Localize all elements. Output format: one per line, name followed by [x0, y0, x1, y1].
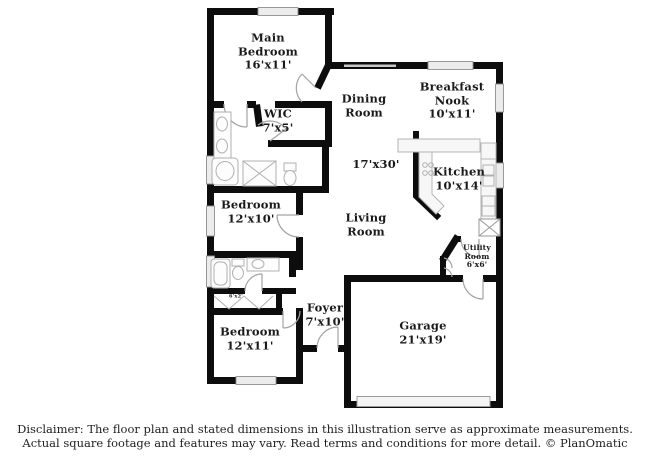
window-main-bedroom	[258, 8, 298, 16]
toilet-tank-bath1	[284, 163, 296, 171]
wic-name: WIC	[263, 106, 293, 121]
label-dining-room	[334, 92, 394, 119]
closet-dims: 6'x2'	[228, 293, 243, 300]
window-kitchen	[496, 163, 504, 188]
label-breakfast-nook	[416, 81, 488, 122]
label-wic	[248, 107, 308, 134]
wall-main-bedroom-corner-diagonal	[319, 66, 328, 85]
garage-name: Garage	[399, 318, 447, 333]
main-bedroom-dims: 16'x11'	[244, 57, 292, 72]
sink-bath1-a	[217, 117, 228, 131]
garage-door	[357, 397, 490, 407]
wall-bath2-east	[289, 251, 296, 277]
dining-room-name: Dining Room	[341, 91, 387, 119]
wall-closet-north	[262, 288, 296, 294]
bathtub-basin-bath1	[216, 162, 234, 181]
label-garage	[382, 319, 464, 346]
toilet-bowl-bath2	[233, 267, 244, 280]
kitchen-dims: 10'x14'	[435, 178, 483, 192]
window-breakfast-nook-top	[428, 62, 473, 70]
wall-utility-left	[440, 256, 446, 277]
wall-wic-bottom	[268, 140, 332, 147]
sink-bath1-b	[217, 139, 228, 153]
counter-top-band	[398, 139, 480, 152]
living-room-name: Living Room	[345, 210, 387, 238]
door-main-bedroom	[296, 74, 316, 102]
breakfast-nook-name: Breakfast Nook	[419, 79, 485, 108]
wall-garage-left	[344, 275, 351, 408]
wall-main-bedroom-right	[325, 8, 332, 65]
breakfast-nook-dims: 10'x11'	[428, 106, 476, 121]
disclaimer-line-2: Actual square footage and features may vary. Read terms and conditions for more detail. © PlanOmatic	[22, 436, 628, 450]
toilet-bowl-bath1	[284, 171, 296, 186]
label-kitchen	[424, 165, 494, 192]
pantry-closet	[479, 219, 500, 236]
refrigerator	[481, 143, 496, 159]
window-breakfast-nook-right	[496, 84, 504, 112]
label-living-room	[336, 211, 396, 238]
utility-room-dims: 6'x6'	[466, 260, 488, 270]
door-front-entry	[317, 327, 338, 348]
label-foyer	[295, 301, 355, 328]
wall-garage-top-right	[483, 275, 503, 282]
label-main-bedroom	[227, 32, 309, 73]
foyer-name: Foyer	[306, 300, 344, 315]
kitchen-name: Kitchen	[432, 164, 486, 179]
main-bedroom-name: Main Bedroom	[237, 30, 299, 59]
wall-bedroom2-right-upper	[296, 193, 303, 215]
label-closet	[216, 294, 256, 300]
bedroom-3-name: Bedroom	[219, 324, 281, 339]
bathtub-basin-bath2	[214, 262, 227, 285]
garage-dims: 21'x19'	[399, 332, 447, 346]
foyer-dims: 7'x10'	[305, 314, 345, 328]
utility-room-name: Utility Room	[463, 243, 491, 261]
wall-bedroom2-right-lower	[296, 237, 303, 270]
label-bedroom-3	[209, 325, 291, 352]
wall-bedroom2-bottom	[207, 251, 296, 258]
wic-dims: 7'x5'	[262, 120, 294, 134]
bedroom-3-dims: 12'x11'	[226, 338, 274, 352]
bedroom-2-name: Bedroom	[220, 197, 282, 212]
wall-bedroom3-top	[207, 308, 283, 315]
wall-foyer-bottom-right	[338, 345, 351, 352]
window-dining-slider	[344, 65, 396, 68]
window-bedroom3	[236, 377, 276, 385]
wall-main-bedroom-bottom-left	[207, 101, 224, 108]
label-utility-room	[452, 244, 502, 270]
wall-garage-top-left	[351, 275, 463, 282]
toilet-tank-bath2	[232, 259, 244, 266]
disclaimer-line-1: Disclaimer: The floor plan and stated dimensions in this illustration serve as approximate measurements.	[17, 422, 633, 436]
door-bath2	[245, 274, 262, 291]
wall-closet-east	[276, 294, 282, 310]
great-room-dims: 17'x30'	[352, 157, 400, 172]
wall-bedroom2-top	[207, 186, 329, 193]
label-great-room-dims	[341, 158, 411, 172]
label-bedroom-2	[210, 198, 292, 225]
sink-bath2	[252, 260, 264, 269]
bedroom-2-dims: 12'x10'	[227, 211, 275, 225]
door-garage-entry	[463, 279, 483, 299]
